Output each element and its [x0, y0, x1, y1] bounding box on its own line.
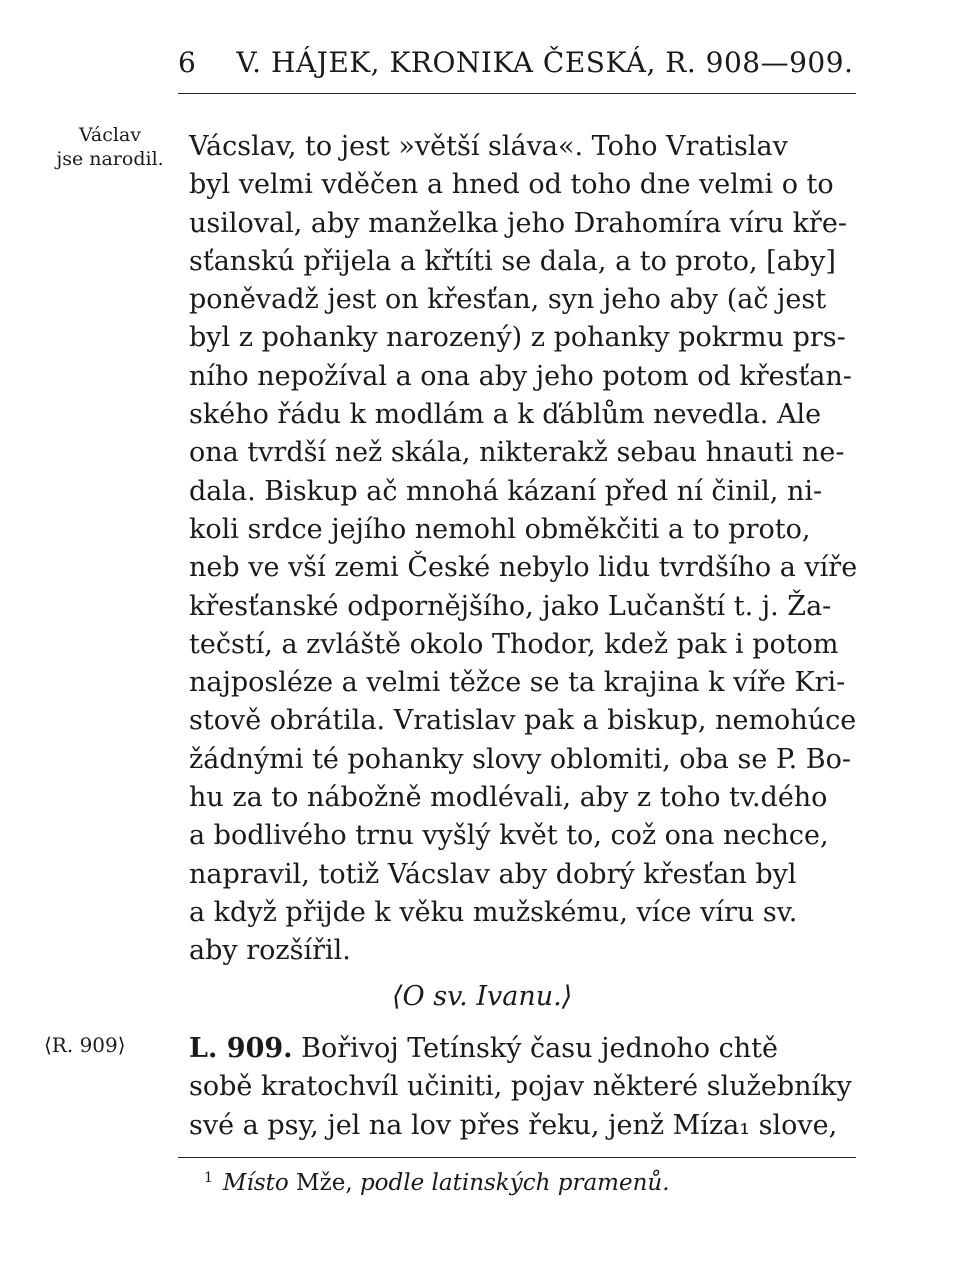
- text-line: najposléze a velmi těžce se ta krajina k víře Kri-: [189, 667, 846, 699]
- text-line: ního nepožíval a ona aby jeho potom od křesťan-: [189, 360, 852, 392]
- margin-note-line: Václav: [78, 124, 142, 146]
- text-line: dala. Biskup ač mnohá kázaní před ní činil, ni-: [189, 475, 823, 507]
- text-line: byl velmi vděčen a hned od toho dne velmi o to: [189, 169, 834, 201]
- entry-first-line-text: Bořivoj Tetínský času jednoho chtě: [292, 1033, 778, 1064]
- text-line: napravil, totiž Vácslav aby dobrý křesťan byl: [189, 858, 797, 890]
- text-line: sťanskú přijela a křtíti se dala, a to proto, [aby]: [189, 245, 836, 277]
- footnote-italic-2: podle latinských pramenů.: [359, 1170, 670, 1196]
- footnote-marker: 1: [204, 1170, 213, 1186]
- entry-909: [189, 1030, 859, 1145]
- footnote-plain: Mže,: [288, 1170, 360, 1196]
- text-line: usiloval, aby manželka jeho Drahomíra víru křе-: [189, 207, 847, 239]
- margin-note-line: jse narodil.: [56, 148, 164, 170]
- text-line: křesťanské odpornějšího, jako Lučanští t. j. Ža-: [189, 590, 832, 622]
- running-title: V. HÁJEK, KRONIKA ČESKÁ, R. 908—909.: [236, 46, 854, 79]
- main-text: [189, 128, 859, 971]
- text-line: koli srdce jejího nemohl obměkčiti a to proto,: [189, 513, 811, 545]
- footnote: [204, 1170, 854, 1196]
- header-rule: [178, 93, 856, 94]
- text-line: hu za to nábožně modlévali, aby z toho tv.dého: [189, 782, 828, 814]
- text-line: neb ve vší zemi České nebylo lidu tvrdšího a víře: [189, 552, 858, 584]
- margin-note-vaclav: [50, 123, 170, 171]
- text-line: Vácslav, to jest »větší sláva«. Toho Vratislav: [189, 131, 788, 162]
- text-line: ona tvrdší než skála, nikterakž sebau hnauti ne-: [189, 437, 845, 469]
- text-line: a když přijde k věku mužskému, více víru sv.: [189, 896, 798, 928]
- text-line: žádnými té pohanky slovy oblomiti, oba se P. Bo-: [189, 743, 851, 775]
- text-line: své a psy, jel na lov přes řeku, jenž Míza₁ slove,: [189, 1109, 838, 1141]
- running-header: [178, 46, 856, 79]
- text-line: tečstí, a zvláště okolo Thodor, kdež pak i potom: [189, 628, 839, 660]
- text-line: ského řádu k modlám a k ďáblům nevedla. Ale: [189, 399, 822, 431]
- entry-first-line: [189, 1030, 859, 1068]
- footnote-rule: [178, 1157, 856, 1158]
- text-line: stově obrátila. Vratislav pak a biskup, nemohúce: [189, 705, 857, 737]
- text-line: sobě kratochvíl učiniti, pojav některé služebníky: [189, 1071, 852, 1103]
- text-line: byl z pohanky narozený) z pohanky pokrmu prs-: [189, 322, 846, 354]
- entry-year-label: L. 909.: [189, 1033, 293, 1064]
- margin-note-year: ⟨R. 909⟩: [44, 1033, 126, 1057]
- footnote-italic-1: Místo: [222, 1170, 289, 1196]
- page-number: 6: [178, 46, 197, 79]
- text-line: aby rozšířil.: [189, 935, 351, 967]
- text-line: poněvadž jest on křesťan, syn jeho aby (ač jest: [189, 284, 827, 316]
- text-line: a bodlivého trnu vyšlý květ to, což ona nechce,: [189, 820, 829, 852]
- section-heading: ⟨O sv. Ivanu.⟩: [392, 981, 573, 1012]
